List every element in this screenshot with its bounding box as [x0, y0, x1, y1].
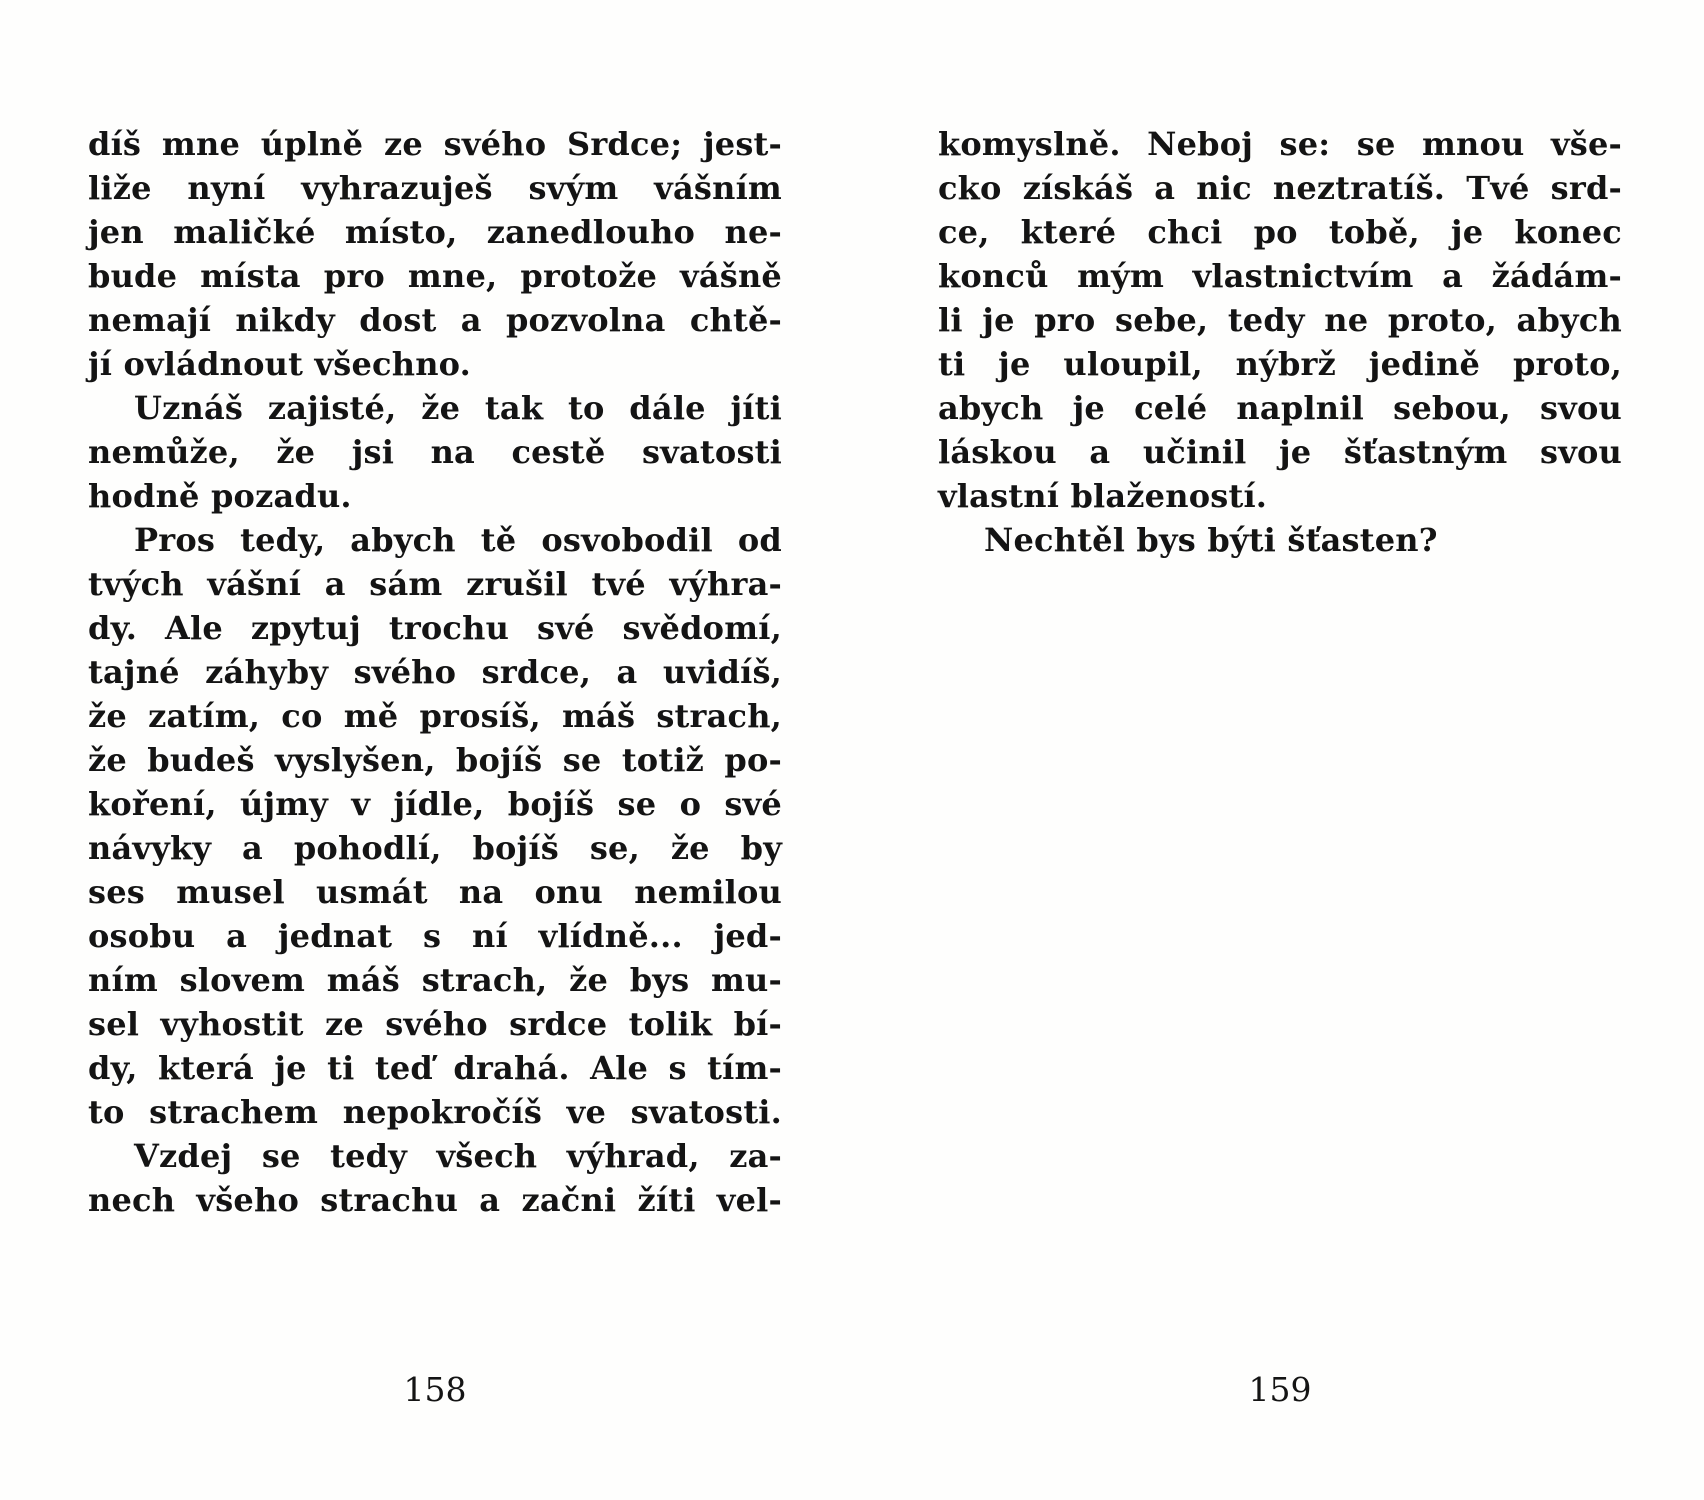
text-line: nemají nikdy dost a pozvolna chtě- — [88, 301, 782, 339]
text-line: dy. Ale zpytuj trochu své svědomí, — [88, 609, 782, 647]
text-line: tvých vášní a sám zrušil tvé výhra- — [88, 565, 782, 603]
text-line: vlastní blažeností. — [938, 477, 1268, 515]
text-line: ním slovem máš strach, že bys mu- — [88, 961, 782, 999]
left-page-number: 158 — [403, 1370, 467, 1409]
text-line: li je pro sebe, tedy ne proto, abych — [938, 301, 1622, 339]
text-line: Pros tedy, abych tě osvobodil od — [134, 521, 782, 559]
text-line: návyky a pohodlí, bojíš se, že by — [88, 829, 782, 867]
text-line: jen maličké místo, zanedlouho ne- — [88, 213, 782, 251]
text-line: že budeš vyslyšen, bojíš se totiž po- — [88, 741, 782, 779]
text-line: ses musel usmát na onu nemilou — [88, 873, 782, 911]
text-line: bude místa pro mne, protože vášně — [88, 257, 782, 295]
text-line: díš mne úplně ze svého Srdce; jest- — [88, 125, 782, 163]
text-line: to strachem nepokročíš ve svatosti. — [88, 1093, 782, 1131]
text-line: láskou a učinil je šťastným svou — [938, 433, 1622, 471]
text-line: jí ovládnout všechno. — [88, 345, 471, 383]
text-line: ce, které chci po tobě, je konec — [938, 213, 1622, 251]
right-page-text — [938, 122, 1622, 562]
text-line: koření, újmy v jídle, bojíš se o své — [88, 785, 782, 823]
text-line: liže nyní vyhrazuješ svým vášním — [88, 169, 782, 207]
text-line: abych je celé naplnil sebou, svou — [938, 389, 1622, 427]
text-line: tajné záhyby svého srdce, a uvidíš, — [88, 653, 782, 691]
text-line: Uznáš zajisté, že tak to dále jíti — [134, 389, 782, 427]
text-line: nech všeho strachu a začni žíti vel- — [88, 1181, 782, 1219]
text-line: že zatím, co mě prosíš, máš strach, — [88, 697, 782, 735]
text-line: ti je uloupil, nýbrž jedině proto, — [938, 345, 1622, 383]
text-line: konců mým vlastnictvím a žádám- — [938, 257, 1622, 295]
text-line: osobu a jednat s ní vlídně... jed- — [88, 917, 782, 955]
text-line: Vzdej se tedy všech výhrad, za- — [134, 1137, 782, 1175]
text-line: nemůže, že jsi na cestě svatosti — [88, 433, 782, 471]
text-line: sel vyhostit ze svého srdce tolik bí- — [88, 1005, 782, 1043]
left-page-text — [88, 122, 782, 1222]
text-line: Nechtěl bys býti šťasten? — [984, 521, 1438, 559]
text-line: komyslně. Neboj se: se mnou vše- — [938, 125, 1622, 163]
right-page-number: 159 — [1248, 1370, 1312, 1409]
text-line: cko získáš a nic neztratíš. Tvé srd- — [938, 169, 1622, 207]
text-line: dy, která je ti teď drahá. Ale s tím- — [88, 1049, 782, 1087]
text-line: hodně pozadu. — [88, 477, 352, 515]
